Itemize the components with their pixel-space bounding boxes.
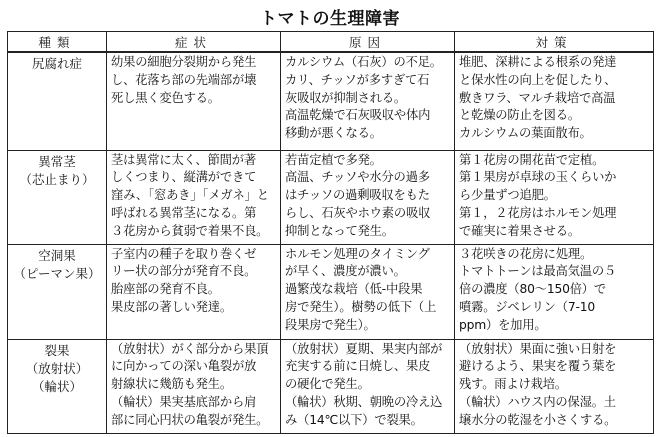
symptom-line: 子室内の種子を取り巻くゼ (111, 246, 257, 261)
measure-line: 避けるよう、果実を覆う葉を (459, 359, 617, 374)
name-line: 裂果 (44, 342, 70, 358)
name-line: （ピーマン果） (13, 265, 101, 281)
table-row (8, 150, 654, 244)
cause-line: 灰吸収が抑制される。 (285, 90, 406, 105)
cause-line: 段果房で発生）。 (285, 317, 376, 332)
symptom-line: 射線状に幾筋も発生。 (111, 377, 232, 392)
cause-line: （放射状）夏期、果実内部が (285, 341, 443, 356)
cause-line: 過繁茂な栽培（低-中段果 (285, 282, 423, 297)
measure-line: ３花咲きの花房に処理。 (459, 246, 593, 261)
symptom-line: 呼ばれる異常茎になる。第 (111, 205, 257, 220)
disorder-name (8, 339, 107, 433)
symptom-line: 胎座部の発育不良。 (111, 282, 220, 297)
symptom-line: 部に同心円状の亀裂が発生。 (111, 412, 269, 427)
symptom-line: 茎は異常に太く、節間が著 (111, 152, 256, 167)
name-line: （輪状） (31, 378, 82, 394)
cause-cell (281, 150, 455, 244)
header-type: 種類 (8, 32, 107, 53)
measure-line: 堆肥、深耕による根系の発達 (459, 55, 617, 69)
measure-line: 倍の濃度（80～150倍）で (459, 282, 606, 297)
cause-line: み（14℃以下）で裂果。 (285, 412, 423, 427)
measure-line: 第１，２花房はホルモン処理 (459, 205, 617, 220)
symptom-line: 幼果の細胞分裂期から発生 (111, 55, 257, 69)
measure-cell (455, 339, 654, 433)
table-header-row (8, 32, 654, 53)
measure-cell (455, 244, 654, 339)
symptom-cell (107, 52, 281, 150)
cause-line: カルシウム（石灰）の不足。 (285, 55, 442, 69)
cause-line: （輪状）秋期、朝晩の冷え込 (285, 394, 443, 409)
cause-line: ホルモン処理のタイミング (285, 246, 430, 261)
disorder-name (8, 244, 107, 339)
symptom-cell (107, 339, 281, 433)
symptom-line: に向かっての深い亀裂が放 (111, 359, 257, 374)
measure-cell (455, 150, 654, 244)
cause-line: の硬化で発生。 (285, 377, 370, 392)
measure-line: カルシウムの葉面散布。 (459, 126, 592, 141)
measure-line: 敷きワラ、マルチ栽培で高温 (459, 90, 616, 105)
measure-line: トマトトーンは最高気温の５ (459, 264, 617, 279)
measure-line: 噴霧。ジベレリン（7-10 (459, 299, 595, 314)
cause-line: 高温乾燥で石灰吸収や体内 (285, 108, 431, 123)
cause-cell (281, 244, 455, 339)
cause-line: カリ、チッソが多すぎて石 (285, 72, 430, 87)
measure-line: （輪状）ハウス内の保湿。土 (459, 394, 616, 409)
measure-line: 第１花房の開花苗で定植。 (459, 152, 605, 167)
measure-line: ppm）を加用。 (459, 317, 547, 332)
cause-line: 抑制となって発生。 (285, 223, 394, 238)
name-line: 空洞果 (38, 247, 76, 263)
header-symptom: 症状 (107, 32, 281, 53)
disorder-name (8, 150, 107, 244)
symptom-cell (107, 150, 281, 244)
cause-line: はチッソの過剰吸収をもた (285, 188, 430, 203)
name-line: （放射状） (25, 360, 89, 376)
cause-line: らし、石灰やホウ素の吸収 (285, 205, 431, 220)
cause-line: 若苗定植で多発。 (285, 152, 382, 167)
measure-line: 壌水分の乾湿を小さくする。 (459, 412, 617, 427)
disorder-name (8, 52, 107, 150)
measure-line: で確実に着果させる。 (459, 223, 580, 238)
cause-line: が早く、濃度が濃い。 (285, 264, 406, 279)
cause-line: 高温、チッソや水分の過多 (285, 170, 430, 185)
symptom-line: リー状の部分が発育不良。 (111, 264, 257, 279)
measure-line: と乾燥の防止を図る。 (459, 108, 580, 123)
cause-line: 移動が悪くなる。 (285, 126, 382, 141)
measure-line: ら少量ずつ追肥。 (459, 188, 556, 203)
symptom-line: しくつまり、縦溝ができて (111, 170, 257, 185)
table-row (8, 52, 654, 150)
measure-line: と保水性の向上を促したり、 (459, 72, 617, 87)
symptom-line: 窪み、「窓あき」「メガネ」と (111, 188, 269, 203)
symptom-line: （輪状）果実基底部から肩 (111, 394, 257, 409)
symptom-cell (107, 244, 281, 339)
name-line: 異常茎 (38, 153, 76, 169)
symptom-line: 死し黒く変色する。 (111, 90, 220, 105)
table-row (8, 244, 654, 339)
symptom-line: し、花落ち部の先端部が壊 (111, 72, 257, 87)
measure-line: （放射状）果面に強い日射を (459, 341, 617, 356)
cause-line: 房で発生）。樹勢の低下（上 (285, 299, 437, 314)
symptom-line: 果皮部の著しい発達。 (111, 299, 232, 314)
page-title: トマトの生理障害 (260, 9, 400, 29)
symptom-line: ３花房から貧弱で着果不良。 (111, 223, 269, 238)
measure-cell (455, 52, 654, 150)
measure-line: 第１果房が卓球の玉くらいか (459, 170, 617, 185)
table-row (8, 339, 654, 433)
name-line: （芯止まり） (19, 171, 95, 187)
cause-line: 充実する前に日焼し、果皮 (285, 359, 431, 374)
header-cause: 原因 (281, 32, 455, 53)
cause-cell (281, 52, 455, 150)
name-line: 尻腐れ症 (31, 56, 82, 71)
symptom-line: （放射状）がく部分から果頂 (111, 341, 269, 356)
header-measure: 対策 (455, 32, 654, 53)
measure-line: 残す。雨よけ栽培。 (459, 377, 567, 392)
disorder-table (7, 31, 654, 434)
cause-cell (281, 339, 455, 433)
